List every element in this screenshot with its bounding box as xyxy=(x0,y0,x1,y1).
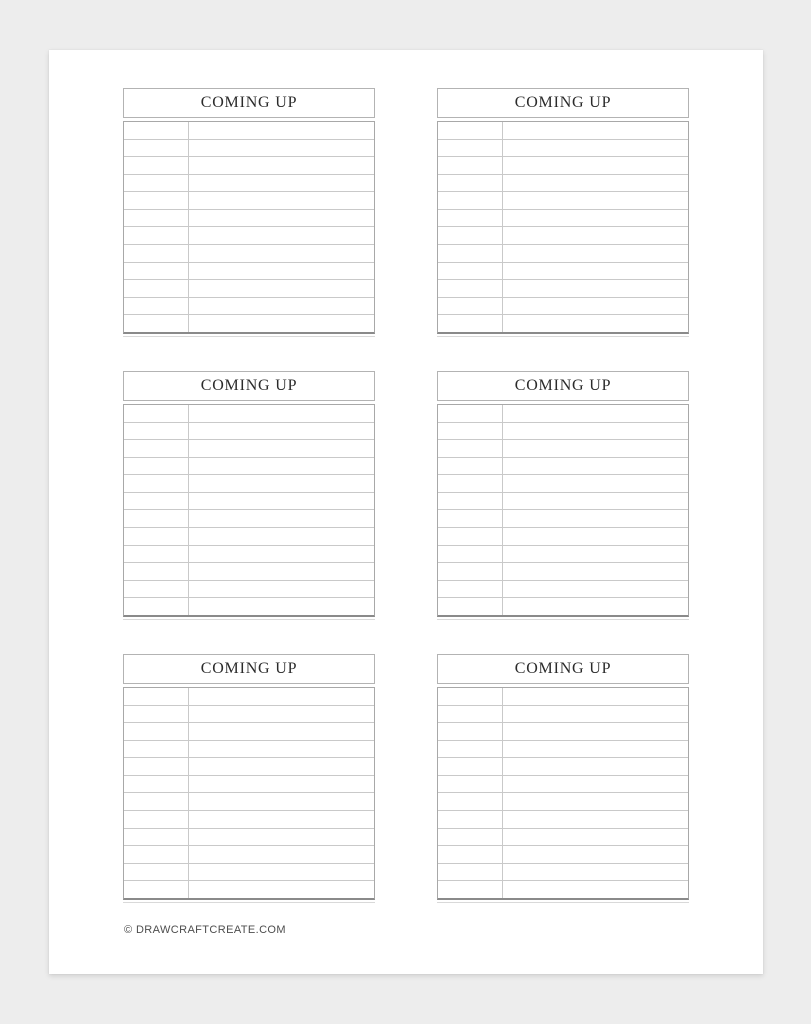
table-row xyxy=(438,210,688,228)
date-cell xyxy=(438,475,503,492)
table-row xyxy=(124,528,374,546)
table-rows xyxy=(437,687,689,900)
table-row xyxy=(438,829,688,847)
table-rows xyxy=(123,687,375,900)
table-row xyxy=(124,864,374,882)
date-cell xyxy=(438,510,503,527)
table-title: COMING UP xyxy=(514,94,612,111)
table-title: COMING UP xyxy=(514,377,612,394)
date-cell xyxy=(124,315,189,332)
table-row xyxy=(438,741,688,759)
entry-cell xyxy=(189,741,374,758)
bottom-shadow-line xyxy=(123,336,375,337)
entry-cell xyxy=(189,210,374,227)
coming-up-table-1 xyxy=(123,88,375,337)
table-row xyxy=(438,140,688,158)
entry-cell xyxy=(503,846,688,863)
entry-cell xyxy=(503,140,688,157)
date-cell xyxy=(438,758,503,775)
table-row xyxy=(124,741,374,759)
date-cell xyxy=(124,210,189,227)
date-cell xyxy=(438,528,503,545)
table-row xyxy=(438,581,688,599)
table-row xyxy=(124,245,374,263)
entry-cell xyxy=(503,864,688,881)
date-cell xyxy=(124,581,189,598)
table-row xyxy=(124,175,374,193)
date-cell xyxy=(438,298,503,315)
table-row xyxy=(124,829,374,847)
table-row xyxy=(124,263,374,281)
entry-cell xyxy=(189,598,374,615)
tables-grid xyxy=(123,88,689,903)
date-cell xyxy=(438,315,503,332)
entry-cell xyxy=(503,598,688,615)
entry-cell xyxy=(503,510,688,527)
entry-cell xyxy=(189,157,374,174)
entry-cell xyxy=(189,846,374,863)
entry-cell xyxy=(189,706,374,723)
entry-cell xyxy=(189,263,374,280)
entry-cell xyxy=(503,423,688,440)
entry-cell xyxy=(189,458,374,475)
table-row xyxy=(438,864,688,882)
date-cell xyxy=(124,598,189,615)
entry-cell xyxy=(503,493,688,510)
entry-cell xyxy=(189,688,374,705)
table-row xyxy=(124,706,374,724)
date-cell xyxy=(124,122,189,139)
table-row xyxy=(124,298,374,316)
entry-cell xyxy=(189,175,374,192)
date-cell xyxy=(124,846,189,863)
date-cell xyxy=(438,227,503,244)
entry-cell xyxy=(503,776,688,793)
entry-cell xyxy=(503,280,688,297)
table-row xyxy=(438,157,688,175)
table-rows xyxy=(437,404,689,617)
table-row xyxy=(438,776,688,794)
table-row xyxy=(438,688,688,706)
table-row xyxy=(438,493,688,511)
coming-up-table-4 xyxy=(437,371,689,620)
date-cell xyxy=(124,563,189,580)
table-row xyxy=(438,122,688,140)
date-cell xyxy=(124,528,189,545)
date-cell xyxy=(124,227,189,244)
date-cell xyxy=(438,864,503,881)
table-row xyxy=(438,811,688,829)
entry-cell xyxy=(189,510,374,527)
table-header xyxy=(437,371,689,401)
date-cell xyxy=(124,881,189,898)
date-cell xyxy=(438,546,503,563)
entry-cell xyxy=(189,315,374,332)
entry-cell xyxy=(503,405,688,422)
date-cell xyxy=(438,263,503,280)
table-header xyxy=(123,88,375,118)
date-cell xyxy=(438,741,503,758)
entry-cell xyxy=(503,263,688,280)
entry-cell xyxy=(503,298,688,315)
entry-cell xyxy=(189,581,374,598)
date-cell xyxy=(124,723,189,740)
entry-cell xyxy=(503,458,688,475)
entry-cell xyxy=(503,245,688,262)
table-header xyxy=(437,654,689,684)
table-title: COMING UP xyxy=(514,660,612,677)
table-row xyxy=(124,776,374,794)
table-row xyxy=(124,811,374,829)
date-cell xyxy=(124,741,189,758)
entry-cell xyxy=(503,315,688,332)
table-row xyxy=(124,758,374,776)
date-cell xyxy=(438,245,503,262)
entry-cell xyxy=(189,546,374,563)
date-cell xyxy=(438,776,503,793)
table-row xyxy=(438,563,688,581)
date-cell xyxy=(438,405,503,422)
entry-cell xyxy=(189,405,374,422)
table-row xyxy=(124,210,374,228)
bottom-shadow-line xyxy=(437,336,689,337)
date-cell xyxy=(124,546,189,563)
coming-up-table-2 xyxy=(437,88,689,337)
entry-cell xyxy=(503,175,688,192)
entry-cell xyxy=(503,881,688,898)
date-cell xyxy=(438,458,503,475)
date-cell xyxy=(124,510,189,527)
table-row xyxy=(438,227,688,245)
table-row xyxy=(438,298,688,316)
entry-cell xyxy=(503,706,688,723)
entry-cell xyxy=(189,298,374,315)
date-cell xyxy=(124,493,189,510)
entry-cell xyxy=(503,829,688,846)
table-row xyxy=(124,723,374,741)
entry-cell xyxy=(189,864,374,881)
table-row xyxy=(438,528,688,546)
table-row xyxy=(438,706,688,724)
table-rows xyxy=(123,121,375,334)
table-row xyxy=(438,192,688,210)
table-row xyxy=(438,793,688,811)
entry-cell xyxy=(189,829,374,846)
table-row xyxy=(124,122,374,140)
entry-cell xyxy=(503,758,688,775)
entry-cell xyxy=(503,811,688,828)
entry-cell xyxy=(503,227,688,244)
bottom-shadow-line xyxy=(123,619,375,620)
entry-cell xyxy=(189,280,374,297)
date-cell xyxy=(124,140,189,157)
table-row xyxy=(124,475,374,493)
date-cell xyxy=(124,706,189,723)
table-row xyxy=(124,458,374,476)
table-row xyxy=(124,405,374,423)
date-cell xyxy=(124,829,189,846)
entry-cell xyxy=(189,440,374,457)
entry-cell xyxy=(189,227,374,244)
date-cell xyxy=(438,723,503,740)
entry-cell xyxy=(503,688,688,705)
table-row xyxy=(438,475,688,493)
date-cell xyxy=(438,881,503,898)
date-cell xyxy=(438,688,503,705)
table-row xyxy=(124,157,374,175)
table-row xyxy=(438,881,688,898)
entry-cell xyxy=(189,122,374,139)
entry-cell xyxy=(189,140,374,157)
table-row xyxy=(438,440,688,458)
printable-page xyxy=(49,50,763,974)
coming-up-table-3 xyxy=(123,371,375,620)
bottom-shadow-line xyxy=(437,902,689,903)
date-cell xyxy=(438,598,503,615)
entry-cell xyxy=(189,493,374,510)
entry-cell xyxy=(189,881,374,898)
table-row xyxy=(124,793,374,811)
table-row xyxy=(124,563,374,581)
table-row xyxy=(124,846,374,864)
entry-cell xyxy=(503,475,688,492)
table-header xyxy=(437,88,689,118)
entry-cell xyxy=(503,793,688,810)
date-cell xyxy=(124,175,189,192)
entry-cell xyxy=(503,122,688,139)
copyright-text: © DRAWCRAFTCREATE.COM xyxy=(124,924,286,936)
date-cell xyxy=(124,423,189,440)
date-cell xyxy=(124,458,189,475)
date-cell xyxy=(438,157,503,174)
table-row xyxy=(124,581,374,599)
entry-cell xyxy=(189,192,374,209)
table-row xyxy=(438,263,688,281)
entry-cell xyxy=(503,157,688,174)
date-cell xyxy=(438,493,503,510)
date-cell xyxy=(124,758,189,775)
date-cell xyxy=(438,846,503,863)
date-cell xyxy=(124,157,189,174)
entry-cell xyxy=(189,528,374,545)
table-header xyxy=(123,654,375,684)
table-rows xyxy=(437,121,689,334)
table-row xyxy=(124,493,374,511)
table-row xyxy=(124,881,374,898)
date-cell xyxy=(438,829,503,846)
date-cell xyxy=(124,811,189,828)
date-cell xyxy=(438,423,503,440)
date-cell xyxy=(124,864,189,881)
date-cell xyxy=(438,440,503,457)
date-cell xyxy=(124,475,189,492)
table-row xyxy=(124,688,374,706)
date-cell xyxy=(438,581,503,598)
entry-cell xyxy=(189,563,374,580)
date-cell xyxy=(438,793,503,810)
table-row xyxy=(124,546,374,564)
entry-cell xyxy=(503,581,688,598)
entry-cell xyxy=(189,811,374,828)
date-cell xyxy=(124,263,189,280)
bottom-shadow-line xyxy=(437,619,689,620)
entry-cell xyxy=(189,475,374,492)
table-row xyxy=(438,758,688,776)
table-row xyxy=(124,192,374,210)
entry-cell xyxy=(189,758,374,775)
entry-cell xyxy=(503,192,688,209)
table-title: COMING UP xyxy=(200,377,298,394)
table-row xyxy=(124,423,374,441)
table-header xyxy=(123,371,375,401)
table-row xyxy=(438,846,688,864)
date-cell xyxy=(438,811,503,828)
date-cell xyxy=(438,280,503,297)
table-title: COMING UP xyxy=(200,94,298,111)
table-row xyxy=(438,546,688,564)
entry-cell xyxy=(189,793,374,810)
table-row xyxy=(124,140,374,158)
date-cell xyxy=(124,298,189,315)
entry-cell xyxy=(503,440,688,457)
table-row xyxy=(124,227,374,245)
date-cell xyxy=(438,706,503,723)
table-row xyxy=(438,280,688,298)
entry-cell xyxy=(189,776,374,793)
date-cell xyxy=(438,122,503,139)
bottom-shadow-line xyxy=(123,902,375,903)
table-row xyxy=(438,723,688,741)
table-rows xyxy=(123,404,375,617)
table-row xyxy=(124,440,374,458)
entry-cell xyxy=(503,528,688,545)
table-row xyxy=(438,315,688,332)
date-cell xyxy=(438,563,503,580)
date-cell xyxy=(438,192,503,209)
date-cell xyxy=(438,210,503,227)
date-cell xyxy=(124,688,189,705)
table-row xyxy=(438,423,688,441)
table-row xyxy=(438,510,688,528)
date-cell xyxy=(124,245,189,262)
table-row xyxy=(438,175,688,193)
entry-cell xyxy=(503,741,688,758)
table-row xyxy=(438,458,688,476)
entry-cell xyxy=(503,210,688,227)
coming-up-table-6 xyxy=(437,654,689,903)
date-cell xyxy=(124,405,189,422)
date-cell xyxy=(124,192,189,209)
table-row xyxy=(124,598,374,615)
date-cell xyxy=(124,440,189,457)
coming-up-table-5 xyxy=(123,654,375,903)
date-cell xyxy=(124,793,189,810)
entry-cell xyxy=(503,546,688,563)
date-cell xyxy=(438,140,503,157)
table-title: COMING UP xyxy=(200,660,298,677)
entry-cell xyxy=(503,563,688,580)
table-row xyxy=(124,510,374,528)
entry-cell xyxy=(189,723,374,740)
table-row xyxy=(438,598,688,615)
entry-cell xyxy=(189,245,374,262)
table-row xyxy=(124,315,374,332)
entry-cell xyxy=(503,723,688,740)
entry-cell xyxy=(189,423,374,440)
date-cell xyxy=(124,280,189,297)
table-row xyxy=(438,245,688,263)
table-row xyxy=(124,280,374,298)
date-cell xyxy=(124,776,189,793)
date-cell xyxy=(438,175,503,192)
table-row xyxy=(438,405,688,423)
